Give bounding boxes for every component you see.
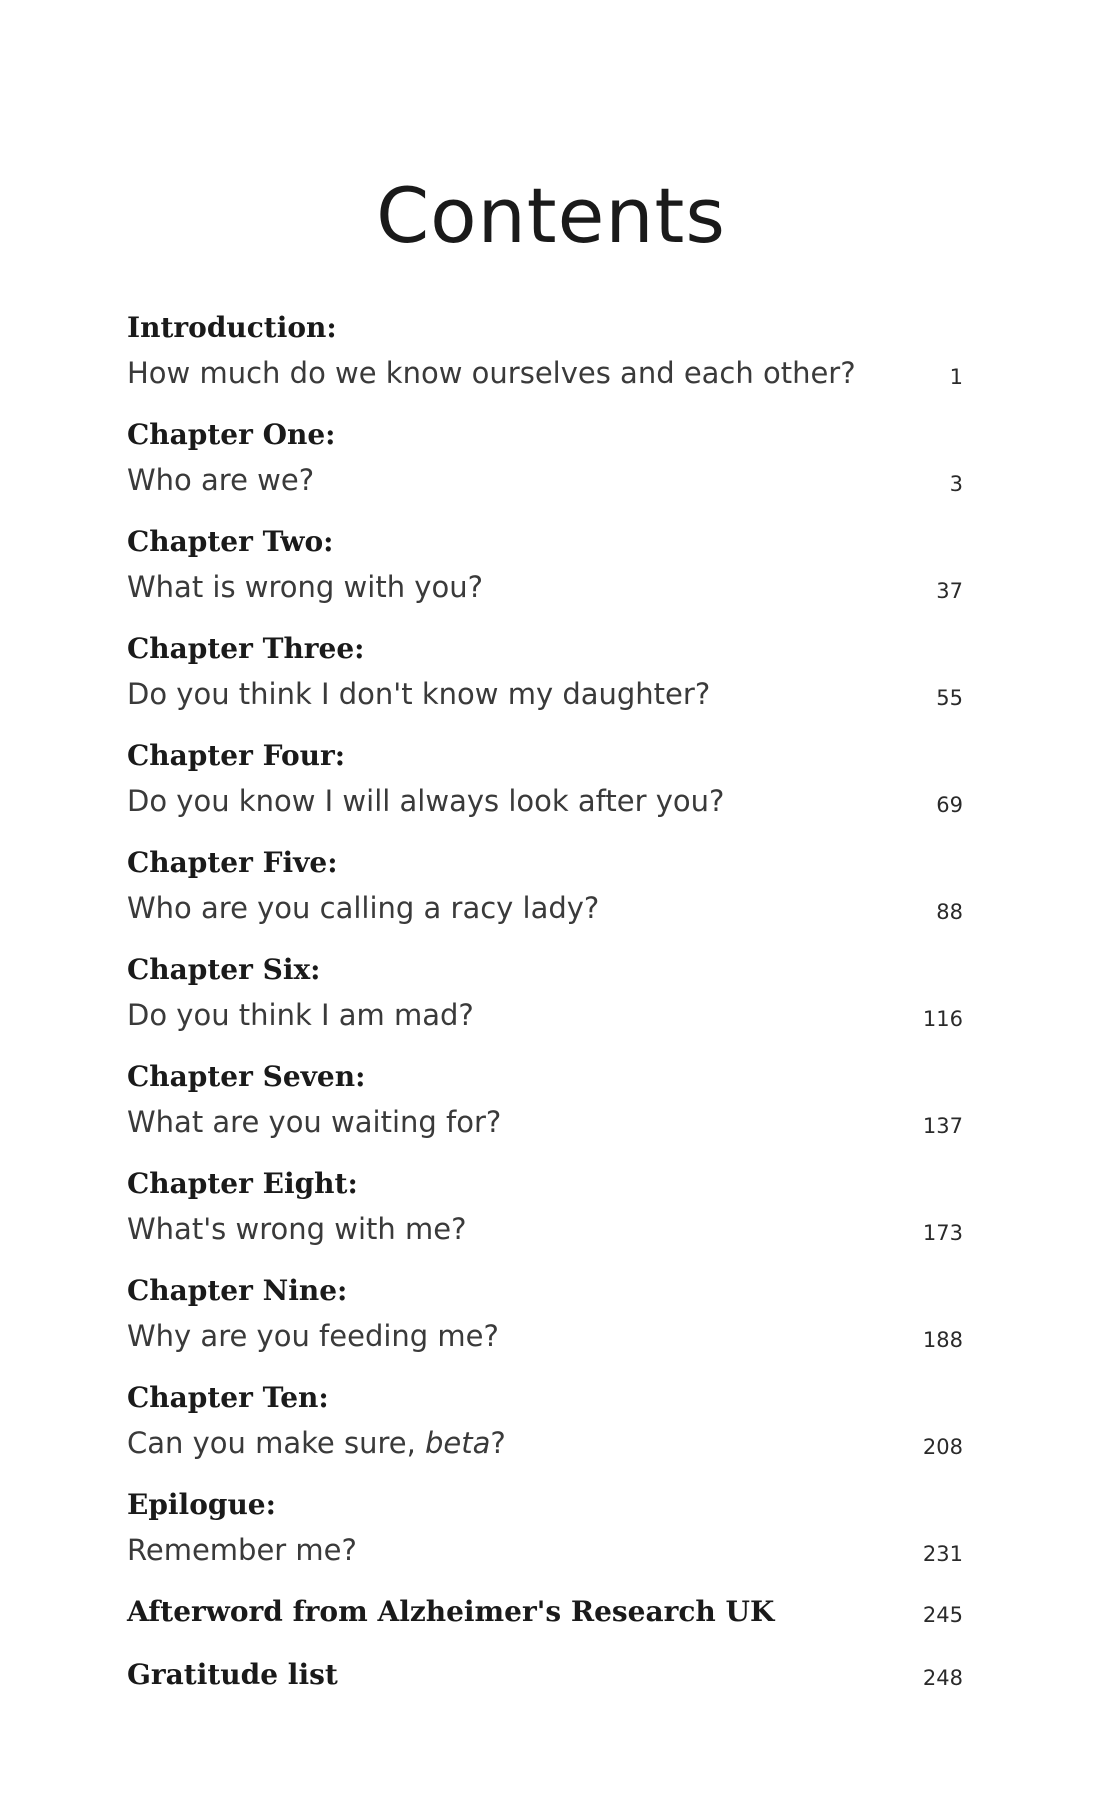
entry-subtitle: How much do we know ourselves and each other? — [127, 356, 856, 390]
entry-heading: Chapter Seven: — [127, 1060, 366, 1093]
entry-subtitle: Why are you feeding me? — [127, 1319, 499, 1353]
table-of-contents — [127, 306, 963, 1716]
entry-page-number: 231 — [922, 1542, 963, 1566]
entry-page-number: 137 — [922, 1114, 963, 1138]
entry-subtitle: What is wrong with you? — [127, 570, 483, 604]
entry-subtitle: What's wrong with me? — [127, 1212, 467, 1246]
entry-page-number: 248 — [922, 1666, 963, 1690]
entry-subtitle: Do you think I am mad? — [127, 998, 474, 1032]
toc-entry-chapter-six — [127, 948, 963, 1055]
entry-heading: Chapter Six: — [127, 953, 321, 986]
subtitle-prefix: Can you make sure, — [127, 1426, 426, 1460]
entry-page-number: 1 — [949, 365, 963, 389]
page-title: Contents — [376, 171, 726, 260]
toc-entry-chapter-seven — [127, 1055, 963, 1162]
toc-entry-epilogue — [127, 1483, 963, 1590]
entry-heading: Chapter One: — [127, 418, 336, 451]
entry-page-number: 208 — [922, 1435, 963, 1459]
entry-heading: Chapter Nine: — [127, 1274, 348, 1307]
toc-entry-chapter-one — [127, 413, 963, 520]
entry-page-number: 3 — [949, 472, 963, 496]
entry-subtitle: What are you waiting for? — [127, 1105, 502, 1139]
entry-subtitle — [127, 1421, 506, 1465]
subtitle-italic-word: beta — [425, 1426, 491, 1460]
toc-entry-chapter-two — [127, 520, 963, 627]
toc-entry-introduction — [127, 306, 963, 413]
entry-heading: Epilogue: — [127, 1488, 276, 1521]
entry-page-number: 55 — [936, 686, 963, 710]
entry-heading: Chapter Four: — [127, 739, 346, 772]
entry-heading: Chapter Eight: — [127, 1167, 358, 1200]
toc-entry-afterword — [127, 1590, 963, 1653]
entry-heading: Chapter Five: — [127, 846, 338, 879]
entry-heading: Chapter Two: — [127, 525, 334, 558]
entry-page-number: 88 — [936, 900, 963, 924]
toc-entry-gratitude-list — [127, 1653, 963, 1716]
entry-page-number: 188 — [922, 1328, 963, 1352]
entry-page-number: 245 — [922, 1603, 963, 1627]
toc-entry-chapter-five — [127, 841, 963, 948]
entry-subtitle: Do you think I don't know my daughter? — [127, 677, 711, 711]
entry-page-number: 37 — [936, 579, 963, 603]
toc-entry-chapter-eight — [127, 1162, 963, 1269]
entry-subtitle: Who are you calling a racy lady? — [127, 891, 600, 925]
entry-page-number: 173 — [922, 1221, 963, 1245]
entry-heading: Chapter Ten: — [127, 1381, 329, 1414]
toc-entry-chapter-nine — [127, 1269, 963, 1376]
subtitle-suffix: ? — [490, 1426, 506, 1460]
entry-subtitle: Remember me? — [127, 1533, 357, 1567]
toc-entry-chapter-four — [127, 734, 963, 841]
entry-subtitle: Who are we? — [127, 463, 315, 497]
entry-heading: Afterword from Alzheimer's Research UK — [127, 1595, 775, 1628]
entry-page-number: 116 — [922, 1007, 963, 1031]
entry-heading: Gratitude list — [127, 1658, 338, 1691]
entry-heading: Introduction: — [127, 311, 337, 344]
entry-page-number: 69 — [936, 793, 963, 817]
entry-subtitle: Do you know I will always look after you? — [127, 784, 725, 818]
toc-entry-chapter-three — [127, 627, 963, 734]
toc-entry-chapter-ten — [127, 1376, 963, 1483]
entry-heading: Chapter Three: — [127, 632, 365, 665]
